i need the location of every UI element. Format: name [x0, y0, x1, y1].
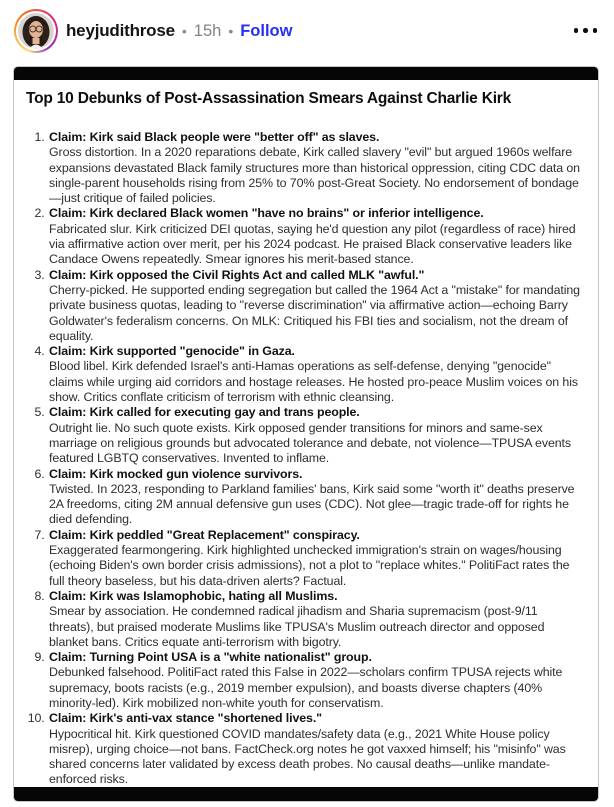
username[interactable]: heyjudithrose	[66, 21, 175, 40]
rebuttal-text: Smear by association. He condemned radical jihadism and Sharia supremacism (post-9/11 threats), but praised moderate Muslims like TPUSA's Muslim outreach director and opposed blanket bans. Critics equate anti-terrorism with bigotry.	[49, 604, 545, 649]
claim-text: 9. Claim: Turning Point USA is a "white nationalist" group.	[49, 650, 372, 665]
post-header	[0, 0, 614, 66]
list-item	[48, 344, 580, 405]
rebuttal-text: Outright lie. No such quote exists. Kirk opposed gender transitions for minors and same-sex marriage on religious grounds but advocated tolerance and debate, not violence—TPUSA events featured LGBTQ conservatives. Invented to inflame.	[49, 420, 571, 466]
claim-text: 8. Claim: Kirk was Islamophobic, hating all Muslims.	[49, 588, 338, 603]
post-title: Top 10 Debunks of Post-Assassination Smears Against Charlie Kirk	[26, 90, 512, 107]
list-item	[48, 528, 580, 589]
rebuttal-text: Hypocritical hit. Kirk questioned COVID mandates/safety data (e.g., 2021 White House policy misrep), urging choice—not bans. FactCheck.org notes he got vaxxed himself; his "misinfo" was shared concerns later validated by excess death probes. No causal deaths—unlike mandate-enforced risks.	[49, 726, 566, 787]
card-bottom-bar	[14, 787, 598, 801]
list-item	[48, 206, 580, 267]
follow-button[interactable]: Follow	[240, 21, 293, 40]
claim-text: 10. Claim: Kirk's anti-vax stance "shortened lives."	[49, 711, 322, 726]
debunk-list	[25, 130, 580, 787]
claim-text: 4. Claim: Kirk supported "genocide" in Gaza.	[49, 344, 295, 359]
claim-text: 6. Claim: Kirk mocked gun violence survivors.	[49, 466, 303, 481]
claim-text: 1. Claim: Kirk said Black people were "better off" as slaves.	[49, 130, 380, 144]
more-options-icon[interactable]	[570, 24, 602, 37]
list-item	[48, 405, 580, 466]
rebuttal-text: Fabricated slur. Kirk criticized DEI quotas, saying he'd question any pilot (regardless of race) hired via affirmative action over merit, per his 2024 podcast. He praised Black conservative leaders like Candace Owens repeatedly. Smear ignores his merit-based stance.	[49, 221, 576, 267]
list-item	[48, 268, 580, 344]
claim-text: 7. Claim: Kirk peddled "Great Replacement" conspiracy.	[49, 527, 360, 542]
list-item	[48, 589, 580, 650]
avatar-illustration	[18, 13, 54, 49]
rebuttal-text: Gross distortion. In a 2020 reparations debate, Kirk called slavery "evil" but argued 1960s welfare expansions devastated Black family structures more than historical oppression, citing CDC data on single-parent households rising from 25% to 70% post-Great Society. No endorsement of bondage—just critique of failed policies.	[49, 145, 580, 206]
list-item	[48, 130, 580, 206]
rebuttal-text: Exaggerated fearmongering. Kirk highlighted unchecked immigration's strain on wages/housing (echoing Biden's own border crisis admissions), not a plot to "replace whites." PolitiFact rates the full theory baseless, but his data-driven alerts? Factual.	[49, 543, 570, 588]
post-image-card	[13, 66, 599, 802]
rebuttal-text: Blood libel. Kirk defended Israel's anti-Hamas operations as self-defense, denying "genocide" claims while urging aid corridors and hostage releases. He hosted pro-peace Muslim voices on his show. Critics conflate criticism of terrorism with ethnic cleansing.	[49, 359, 578, 405]
rebuttal-text: Twisted. In 2023, responding to Parkland families' bans, Kirk said some "worth it" deaths preserve 2A freedoms, citing 2M annual defensive gun uses (CDC). Not glee—tragic trade-off for rights he died defending.	[49, 481, 575, 527]
list-item	[48, 467, 580, 528]
list-item	[48, 650, 580, 711]
avatar[interactable]	[18, 13, 54, 49]
card-top-bar	[14, 67, 598, 80]
timestamp: 15h	[193, 21, 222, 40]
rebuttal-text: Cherry-picked. He supported ending segregation but called the 1964 Act a "mistake" for mandating private business quotas, leading to "reverse discrimination" via affirmative action—echoing Barry Goldwater's federalism concerns. On MLK: Critiqued his FBI ties and socialism, not the dream of equality.	[49, 282, 580, 343]
rebuttal-text: Debunked falsehood. PolitiFact rated this False in 2022—scholars confirm TPUSA rejects white supremacy, boots racists (e.g., 2019 member expulsion), and boasts diverse chapters (40% minority-led). Kirk mobilized non-white youth for conservatism.	[49, 665, 563, 710]
claim-text: 2. Claim: Kirk declared Black women "have no brains" or inferior intelligence.	[49, 206, 484, 221]
list-item	[48, 711, 580, 787]
card-content	[14, 80, 598, 787]
claim-text: 5. Claim: Kirk called for executing gay and trans people.	[49, 405, 360, 420]
story-ring[interactable]	[14, 9, 58, 53]
separator-dot: •	[181, 23, 187, 39]
claim-text: 3. Claim: Kirk opposed the Civil Rights Act and called MLK "awful."	[49, 267, 425, 282]
separator-dot: •	[228, 23, 234, 39]
